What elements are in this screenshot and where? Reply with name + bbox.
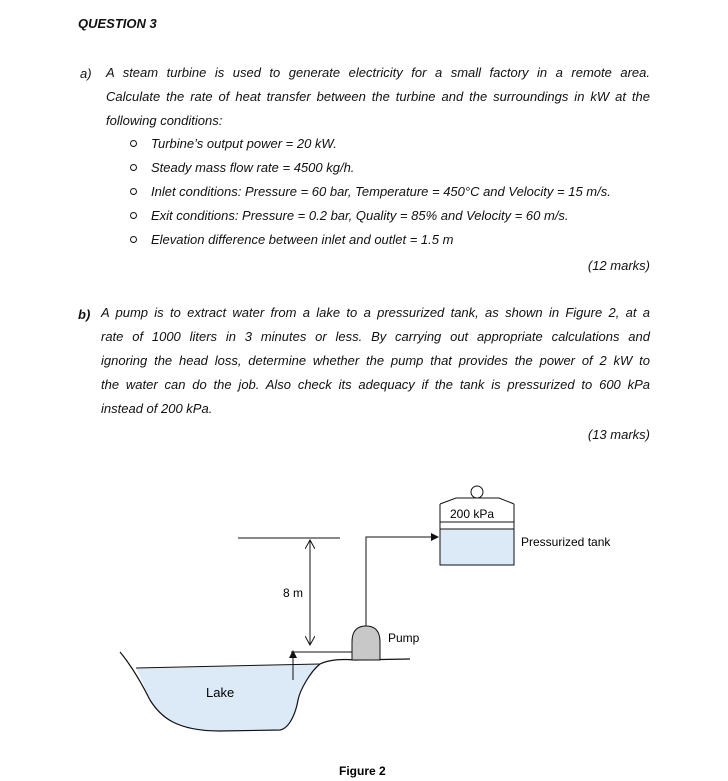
height-label: 8 m: [283, 586, 304, 600]
question-title: QUESTION 3: [78, 16, 157, 31]
tank-roof: [440, 498, 514, 504]
discharge-pipe: [366, 537, 438, 626]
tank-pressure-label: 200 kPa: [450, 507, 495, 521]
tank-water: [441, 529, 514, 565]
part-b-line-3: ignoring the head loss, determine whether the pump that provides the power of 2 kW to: [101, 353, 650, 368]
part-a-label: a): [80, 66, 92, 81]
lake-label: Lake: [206, 685, 235, 700]
figure-caption: Figure 2: [339, 764, 386, 778]
part-a-line-2: Calculate the rate of heat transfer between the turbine and the surroundings in kW at the: [106, 89, 650, 104]
part-a-marks: (12 marks): [587, 258, 650, 273]
part-b-line-4: the water can do the job. Also check its adequacy if the tank is pressurized to 600 kPa: [101, 377, 650, 392]
bullet-item: Exit conditions: Pressure = 0.2 bar, Quality = 85% and Velocity = 60 m/s.: [130, 208, 569, 223]
part-a-line-1: A steam turbine is used to generate electricity for a small factory in a remote area.: [106, 65, 650, 80]
pressure-gauge-icon: [471, 486, 483, 498]
tank-label: Pressurized tank: [521, 535, 611, 549]
bullet-item: Elevation difference between inlet and outlet = 1.5 m: [130, 232, 453, 247]
part-b-marks: (13 marks): [587, 427, 650, 442]
bullet-item: Steady mass flow rate = 4500 kg/h.: [130, 160, 354, 175]
part-a-line-3: following conditions:: [106, 113, 223, 128]
part-b-label: b): [78, 307, 91, 322]
pump-icon: [352, 626, 380, 660]
bullet-item: Turbine’s output power = 20 kW.: [130, 136, 337, 151]
part-b-line-5: instead of 200 kPa.: [101, 401, 213, 416]
pump-label: Pump: [388, 631, 420, 645]
part-b-line-2: rate of 1000 liters in 3 minutes or less. By carrying out appropriate calculations and: [101, 329, 650, 344]
bullet-item: Inlet conditions: Pressure = 60 bar, Temperature = 450°C and Velocity = 15 m/s.: [130, 184, 611, 199]
part-b-line-1: A pump is to extract water from a lake to a pressurized tank, as shown in Figure 2, at a: [101, 305, 650, 320]
